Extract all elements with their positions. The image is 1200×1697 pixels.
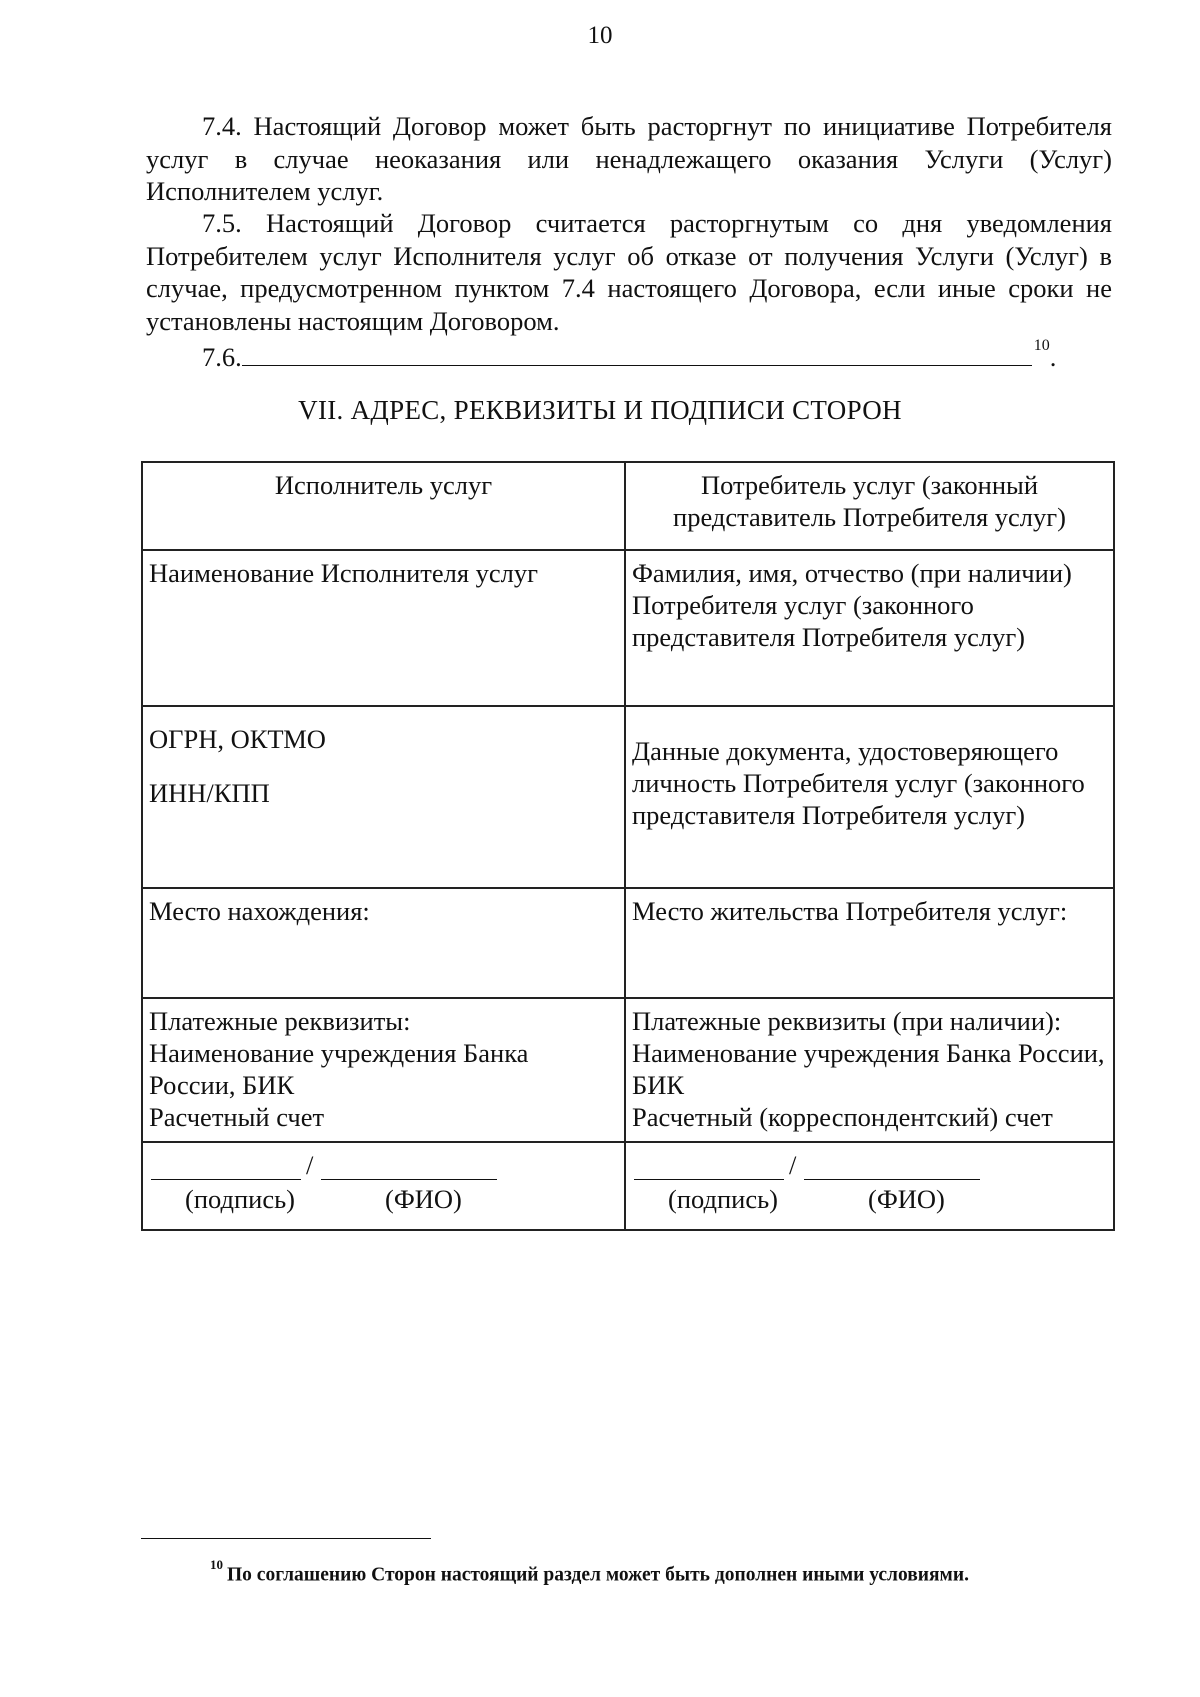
table-row [142, 888, 1114, 998]
executor-payment-cell [142, 998, 625, 1142]
footnote-number: 10 [210, 1557, 223, 1572]
table-row [142, 998, 1114, 1142]
consumer-name-cell: Фамилия, имя, отчество (при наличии) Потребителя услуг (законного представителя Потребителя услуг) [625, 550, 1114, 706]
executor-address-cell: Место нахождения: [142, 888, 625, 998]
consumer-signature-captions [632, 1183, 1107, 1217]
table-row [142, 706, 1114, 888]
consumer-address-cell: Место жительства Потребителя услуг: [625, 888, 1114, 998]
footnote-divider [141, 1538, 431, 1539]
footnote-ref: 10 [1033, 337, 1050, 354]
footnote [210, 1557, 969, 1587]
signature-separator: / [306, 1150, 314, 1180]
consumer-payment-line: Расчетный (корреспондентский) счет [632, 1102, 1053, 1132]
clause-7-6-blank-line [242, 339, 1032, 366]
table-header-row [142, 462, 1114, 550]
clause-7-6 [202, 336, 1056, 373]
consumer-document-cell: Данные документа, удостоверяющего личность Потребителя услуг (законного представителя Потребителя услуг) [625, 706, 1114, 888]
signature-blank [151, 1179, 301, 1180]
fio-caption: (ФИО) [868, 1184, 945, 1214]
consumer-payment-line: Наименование учреждения Банка России, БИК [632, 1038, 1105, 1100]
fio-caption: (ФИО) [385, 1184, 462, 1214]
executor-inn: ИНН/КПП [149, 778, 270, 808]
signature-blank [634, 1179, 784, 1180]
signature-row [142, 1142, 1114, 1230]
clause-7-4-text: 7.4. Настоящий Договор может быть расторгнут по инициативе Потребителя услуг в случае неоказания или ненадлежащего оказания Услуги (Услуг) Исполнителем услуг. [146, 111, 1112, 206]
executor-ogrn: ОГРН, ОКТМО [149, 724, 326, 754]
clause-7-6-label: 7.6. [202, 341, 242, 372]
signature-caption: (подпись) [668, 1184, 779, 1214]
executor-name-cell: Наименование Исполнителя услуг [142, 550, 625, 706]
consumer-payment-line: Платежные реквизиты (при наличии): [632, 1006, 1062, 1036]
fio-blank [804, 1179, 980, 1180]
consumer-signature-cell [625, 1142, 1114, 1230]
executor-registration-cell [142, 706, 625, 888]
executor-signature-captions [149, 1183, 618, 1217]
executor-payment-line: Платежные реквизиты: [149, 1006, 411, 1036]
consumer-signature-line [632, 1149, 1107, 1183]
consumer-payment-cell [625, 998, 1114, 1142]
clause-7-5-text: 7.5. Настоящий Договор считается расторгнутым со дня уведомления Потребителем услуг Исполнителя услуг об отказе от получения Услуги (Услуг) в случае, предусмотренном пунктом 7.4 настоящего Договора, если иные сроки не установлены настоящим Договором. [146, 208, 1112, 336]
requisites-table [141, 461, 1115, 1231]
signature-separator: / [789, 1150, 797, 1180]
executor-header: Исполнитель услуг [142, 462, 625, 550]
executor-payment-line: Расчетный счет [149, 1102, 325, 1132]
table-row [142, 550, 1114, 706]
page-number: 10 [587, 22, 613, 49]
executor-payment-line: Наименование учреждения Банка России, БИК [149, 1038, 529, 1100]
footnote-text: По соглашению Сторон настоящий раздел может быть дополнен иными условиями. [227, 1564, 969, 1586]
executor-signature-line [149, 1149, 618, 1183]
clause-7-4 [146, 110, 1112, 208]
executor-signature-cell [142, 1142, 625, 1230]
fio-blank [321, 1179, 497, 1180]
consumer-header: Потребитель услуг (законный представитель Потребителя услуг) [625, 462, 1114, 550]
clause-7-5 [146, 207, 1112, 337]
signature-caption: (подпись) [185, 1184, 296, 1214]
section-title: VII. АДРЕС, РЕКВИЗИТЫ И ПОДПИСИ СТОРОН [298, 395, 902, 425]
clause-7-6-period: . [1049, 341, 1057, 372]
